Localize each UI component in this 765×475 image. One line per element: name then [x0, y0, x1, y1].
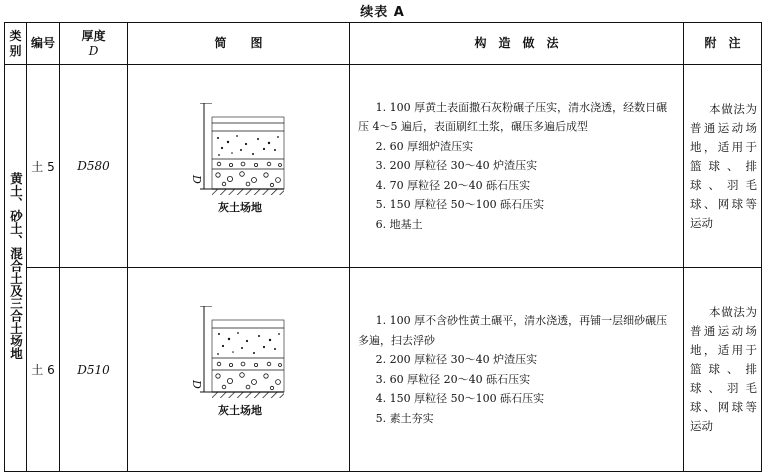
- table-row: [5, 268, 762, 472]
- method-step: 1. 100 厚不含砂性黄土碾平，清水浇透，再铺一层细砂碾压多遍，扫去浮砂: [358, 314, 668, 347]
- header-code: 编号: [27, 23, 60, 65]
- method-cell: [350, 65, 684, 268]
- header-thickness: [60, 23, 128, 65]
- thickness-cell: D510: [60, 268, 128, 472]
- table-row: [5, 65, 762, 268]
- layer-section-diagram: [176, 306, 296, 416]
- header-method: 构 造 做 法: [350, 23, 684, 65]
- note-cell: [684, 65, 762, 268]
- method-step: 3. 200 厚粒径 30～40 炉渣压实: [375, 159, 538, 173]
- header-category: 类别: [5, 23, 27, 65]
- header-diagram: 简 图: [128, 23, 350, 65]
- method-step: 4. 70 厚粒径 20～40 砾石压实: [375, 178, 531, 192]
- diagram-cell: [128, 268, 350, 472]
- category-cell: [5, 65, 27, 472]
- table-caption: 续表 A: [360, 5, 405, 20]
- diagram-label: 灰土场地: [218, 201, 262, 214]
- method-step: 5. 素土夯实: [375, 411, 434, 425]
- method-step: 5. 150 厚粒径 50～100 砾石压实: [375, 198, 545, 212]
- header-thickness-symbol: D: [88, 43, 99, 58]
- code-cell: 土 5: [27, 65, 60, 268]
- note-text: 本做法为普通运动场地，适用于篮球、排球、羽毛球、网球等运动: [690, 305, 757, 433]
- method-cell: [350, 268, 684, 472]
- method-step: 2. 200 厚粒径 30～40 炉渣压实: [375, 353, 538, 366]
- method-steps: [358, 311, 675, 428]
- header-note: 附 注: [684, 23, 762, 65]
- layer-section-diagram: [176, 103, 296, 213]
- construction-spec-table: [4, 22, 762, 472]
- diagram-cell: [128, 65, 350, 268]
- method-step: 2. 60 厚细炉渣压实: [375, 139, 474, 153]
- method-steps: [358, 98, 675, 235]
- code-cell: 土 6: [27, 268, 60, 472]
- dimension-label: D: [190, 380, 203, 389]
- header-thickness-label: 厚度: [81, 28, 106, 43]
- header-row: [5, 23, 762, 65]
- category-label: 黄土、砂土、混合土及三合土场地: [8, 172, 24, 360]
- diagram-label: 灰土场地: [218, 404, 262, 417]
- thickness-cell: D580: [60, 65, 128, 268]
- method-step: 1. 100 厚黄土表面撒石灰粉碾子压实，清水浇透，经数日碾压 4～5 遍后，表面刷红土浆，碾压多遍后成型: [358, 100, 668, 134]
- note-text: 本做法为普通运动场地，适用于篮球、排球、羽毛球、网球等运动: [690, 101, 757, 230]
- dimension-label: D: [190, 175, 203, 184]
- method-step: 4. 150 厚粒径 50～100 砾石压实: [375, 392, 545, 405]
- method-step: 6. 地基土: [375, 217, 423, 231]
- note-cell: [684, 268, 762, 472]
- method-step: 3. 60 厚粒径 20～40 砾石压实: [375, 372, 531, 386]
